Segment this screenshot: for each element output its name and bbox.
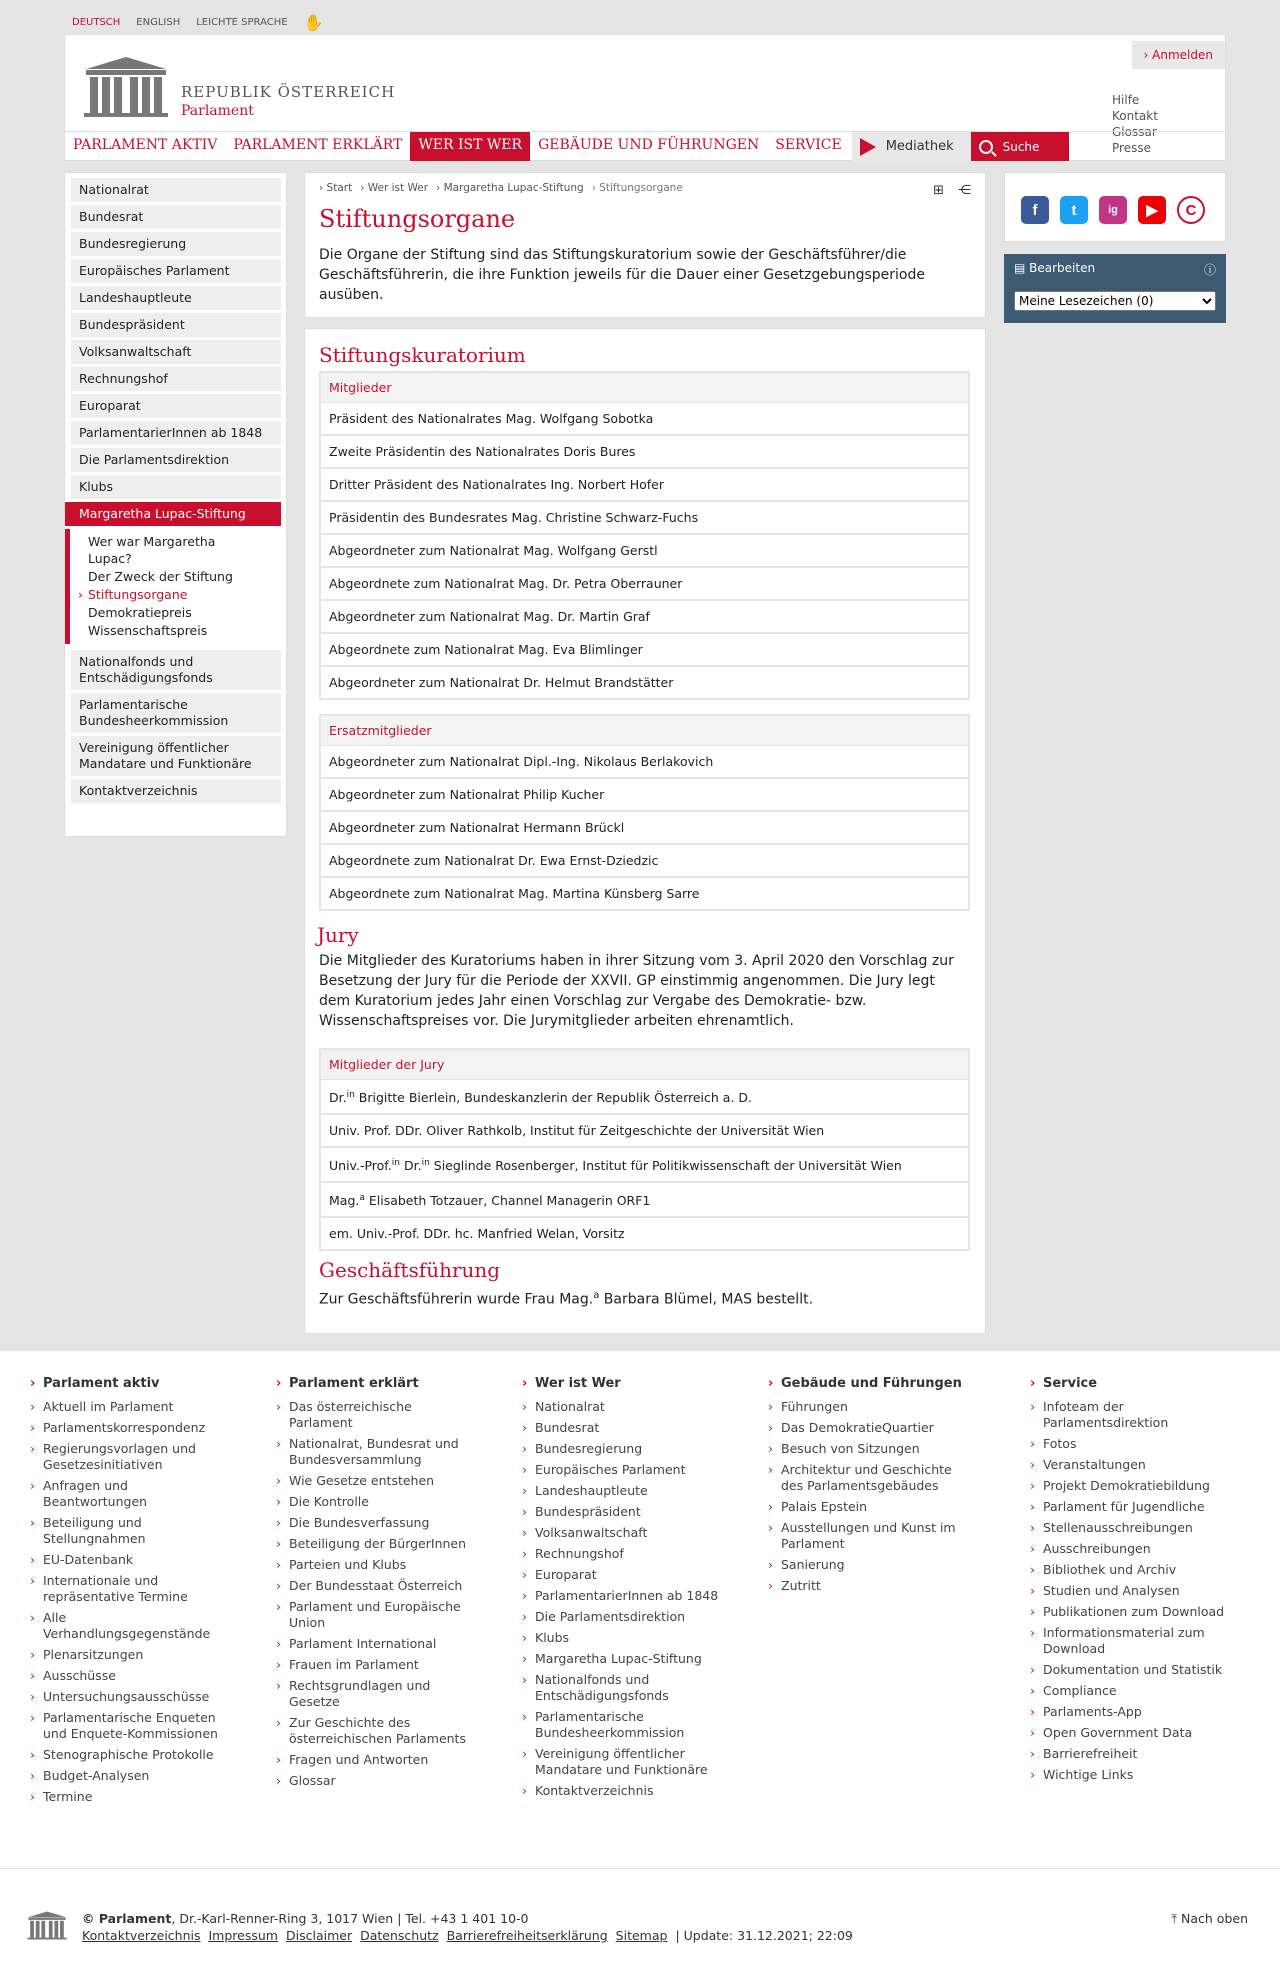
substitute-row: Abgeordnete zum Nationalrat Dr. Ewa Ernst-Dziedzic bbox=[321, 845, 968, 878]
footer-link[interactable]: › Die Kontrolle bbox=[276, 1494, 476, 1510]
footer-link[interactable]: › Ausstellungen und Kunst im Parlament bbox=[768, 1520, 968, 1552]
mediathek-label: Mediathek bbox=[885, 139, 954, 154]
footer-link[interactable]: › Dokumentation und Statistik bbox=[1030, 1662, 1230, 1678]
update-info: | Update: 31.12.2021; 22:09 bbox=[675, 1928, 853, 1943]
nav-wer-ist-wer[interactable]: WER IST WER bbox=[410, 132, 530, 161]
footer-link[interactable]: › Palais Epstein bbox=[768, 1499, 968, 1515]
bookmarks-select[interactable] bbox=[1014, 291, 1216, 311]
press-link[interactable]: Presse bbox=[1112, 141, 1151, 155]
footer-link[interactable]: › Stenographische Protokolle bbox=[30, 1747, 230, 1763]
footer-link-barrierefreiheit[interactable]: Barrierefreiheitserklärung bbox=[446, 1928, 608, 1943]
sign-language-icon[interactable]: ✋ bbox=[303, 13, 324, 32]
search-icon bbox=[979, 140, 993, 154]
left-nav-sub-item[interactable]: Wer war Margaretha Lupac? bbox=[88, 534, 216, 566]
footer-link[interactable]: › Bibliothek und Archiv bbox=[1030, 1562, 1230, 1578]
member-row: Abgeordnete zum Nationalrat Mag. Eva Blimlinger bbox=[321, 634, 968, 667]
footer-link[interactable]: › Open Government Data bbox=[1030, 1725, 1230, 1741]
footer-link[interactable]: › Beteiligung und Stellungnahmen bbox=[30, 1515, 230, 1547]
footer-link[interactable]: › Architektur und Geschichte des Parlamentsgebäudes bbox=[768, 1462, 968, 1494]
footer-link[interactable]: › Termine bbox=[30, 1789, 230, 1805]
main-nav bbox=[65, 131, 1225, 161]
intro-text: Die Organe der Stiftung sind das Stiftungskuratorium sowie der Geschäftsführer/die Geschäftsführerin, die ihre Funktion jeweils für die Dauer einer Gesetzgebungsperiode ausüben. bbox=[319, 247, 925, 303]
page-tools bbox=[933, 183, 971, 198]
footer-link[interactable]: › Führungen bbox=[768, 1399, 968, 1415]
left-nav-item[interactable]: Parlamentarische Bundesheerkommission bbox=[71, 693, 281, 733]
substitute-row: Abgeordneter zum Nationalrat Philip Kucher bbox=[321, 779, 968, 812]
left-nav-sub-item-current[interactable]: › Stiftungsorgane bbox=[88, 586, 286, 603]
footer-link[interactable]: › EU-Datenbank bbox=[30, 1552, 230, 1568]
jury-member-row: Dr.$^{in}$ Brigitte Bierlein, Bundeskanzlerin der Republik Österreich a. D. bbox=[321, 1080, 968, 1115]
footer-link[interactable]: › Das österreichische Parlament bbox=[276, 1399, 476, 1431]
left-nav-item[interactable]: Rechnungshof bbox=[71, 367, 281, 391]
footer-link[interactable]: › Compliance bbox=[1030, 1683, 1230, 1699]
member-row: Präsidentin des Bundesrates Mag. Christine Schwarz-Fuchs bbox=[321, 502, 968, 535]
footer-column-heading[interactable]: › Parlament erklärt bbox=[276, 1376, 476, 1391]
mediathek-button[interactable] bbox=[852, 132, 971, 161]
left-nav-item[interactable]: Bundespräsident bbox=[71, 313, 281, 337]
login-button[interactable]: › Anmelden bbox=[1132, 41, 1225, 69]
footer-link[interactable]: › Alle Verhandlungsgegenstände bbox=[30, 1610, 230, 1642]
facebook-icon[interactable]: f bbox=[1021, 196, 1049, 224]
footer-link[interactable]: › Sanierung bbox=[768, 1557, 968, 1573]
footer-link[interactable]: › Wie Gesetze entstehen bbox=[276, 1473, 476, 1489]
search-label: Suche bbox=[1002, 139, 1040, 154]
footer-column bbox=[276, 1376, 476, 1794]
left-nav-sub-item[interactable]: Der Zweck der Stiftung bbox=[88, 569, 233, 584]
footer-link[interactable]: › Glossar bbox=[276, 1773, 476, 1789]
jury-text: Die Mitglieder des Kuratoriums haben in ihrer Sitzung vom 3. April 2020 den Vorschlag zur Besetzung der Jury für die Periode der XXVII. GP einstimmig angenommen. Die Jury legt dem Kuratorium jedes Jahr einen Vorschlag zur Vergabe des Demokratie- bzw. Wissenschaftspreises vor. Die Jurymitglieder arbeiten ehrenamtlich. bbox=[319, 953, 954, 1029]
footer-link[interactable]: › Fotos bbox=[1030, 1436, 1230, 1452]
footer-link[interactable]: › Europarat bbox=[522, 1567, 722, 1583]
nav-gebaeude[interactable]: GEBÄUDE UND FÜHRUNGEN bbox=[538, 137, 760, 153]
footer-column bbox=[768, 1376, 968, 1599]
jury-title: Jury bbox=[317, 923, 359, 947]
page-title: Stiftungsorgane bbox=[319, 205, 516, 233]
footer-link[interactable]: › ParlamentarierInnen ab 1848 bbox=[522, 1588, 722, 1604]
footer-link[interactable]: › Bundesrat bbox=[522, 1420, 722, 1436]
content-card bbox=[304, 328, 986, 1334]
footer-link[interactable]: › Wichtige Links bbox=[1030, 1767, 1230, 1783]
glossary-link[interactable]: Glossar bbox=[1112, 125, 1157, 139]
footer-link[interactable]: › Ausschreibungen bbox=[1030, 1541, 1230, 1557]
footer-column-heading[interactable]: › Service bbox=[1030, 1376, 1230, 1391]
footer-link[interactable]: › Parlamentarische Bundesheerkommission bbox=[522, 1709, 722, 1741]
footer-link[interactable]: › Vereinigung öffentlicher Mandatare und Funktionäre bbox=[522, 1746, 722, 1778]
footer-link[interactable]: › Parlaments-App bbox=[1030, 1704, 1230, 1720]
share-icon[interactable]: ⋲ bbox=[958, 183, 971, 198]
logo-text bbox=[181, 83, 395, 119]
footer-link[interactable]: › Besuch von Sitzungen bbox=[768, 1441, 968, 1457]
left-nav-item-active[interactable]: Margaretha Lupac-Stiftung bbox=[65, 502, 281, 526]
breadcrumb bbox=[319, 182, 683, 194]
left-nav-item[interactable]: Europarat bbox=[71, 394, 281, 418]
info-icon[interactable]: ⓘ bbox=[1203, 263, 1216, 277]
left-nav-item[interactable]: Vereinigung öffentlicher Mandatare und Funktionäre bbox=[71, 736, 281, 776]
footer-link[interactable]: › Rechtsgrundlagen und Gesetze bbox=[276, 1678, 476, 1710]
footer-link-disclaimer[interactable]: Disclaimer bbox=[285, 1928, 353, 1943]
social-bar bbox=[1004, 172, 1226, 242]
substitute-row: Abgeordnete zum Nationalrat Mag. Martina Künsberg Sarre bbox=[329, 886, 700, 901]
nav-parlament-erklaert[interactable]: PARLAMENT ERKLÄRT bbox=[233, 137, 403, 153]
footer-column bbox=[522, 1376, 722, 1804]
breadcrumb-start[interactable]: › Start bbox=[319, 182, 352, 194]
bearbeiten-title: ▤ Bearbeiten bbox=[1014, 261, 1096, 275]
jury-member-row: Univ.-Prof.$^{in}$ Dr.$^{in}$ Sieglinde Rosenberger, Institut für Politikwissenschaft der Universität Wien bbox=[321, 1148, 968, 1183]
bearbeiten-panel bbox=[1004, 254, 1226, 323]
footer-link[interactable]: › Parlament International bbox=[276, 1636, 476, 1652]
footer-link[interactable]: › Klubs bbox=[522, 1630, 722, 1646]
member-row: Abgeordnete zum Nationalrat Mag. Dr. Petra Oberrauner bbox=[321, 568, 968, 601]
help-link[interactable]: Hilfe bbox=[1112, 93, 1140, 107]
footer-link[interactable]: › Regierungsvorlagen und Gesetzesinitiativen bbox=[30, 1441, 230, 1473]
footer-link[interactable]: › Beteiligung der BürgerInnen bbox=[276, 1536, 476, 1552]
breadcrumb-current: › Stiftungsorgane bbox=[592, 182, 683, 194]
contact-link[interactable]: Kontakt bbox=[1112, 109, 1158, 123]
substitute-row: Abgeordneter zum Nationalrat Dipl.-Ing. Nikolaus Berlakovich bbox=[321, 746, 968, 779]
footer-link[interactable]: › Rechnungshof bbox=[522, 1546, 722, 1562]
nav-service[interactable]: SERVICE bbox=[775, 137, 842, 153]
footer-link[interactable]: › Der Bundesstaat Österreich bbox=[276, 1578, 476, 1594]
member-row: Abgeordneter zum Nationalrat Mag. Dr. Martin Graf bbox=[321, 601, 968, 634]
footer-link[interactable]: › Studien und Analysen bbox=[1030, 1583, 1230, 1599]
demokratiewebstatt-icon[interactable]: C bbox=[1177, 196, 1205, 224]
footer-link[interactable]: › Budget-Analysen bbox=[30, 1768, 230, 1784]
left-nav-item[interactable]: Die Parlamentsdirektion bbox=[71, 448, 281, 472]
footer-link[interactable]: › Parlament für Jugendliche bbox=[1030, 1499, 1230, 1515]
site-header bbox=[64, 34, 1226, 161]
ersatz-head: Ersatzmitglieder bbox=[321, 716, 968, 746]
arrow-up-icon: ⤒ bbox=[1171, 1911, 1178, 1926]
footer-link[interactable]: › Untersuchungsausschüsse bbox=[30, 1689, 230, 1705]
footer-link[interactable]: › Informationsmaterial zum Download bbox=[1030, 1625, 1230, 1657]
left-nav-sub-item[interactable]: Wissenschaftspreis bbox=[88, 623, 208, 638]
nav-parlament-aktiv[interactable]: PARLAMENT AKTIV bbox=[73, 137, 218, 153]
footer-link[interactable]: › Barrierefreiheit bbox=[1030, 1746, 1230, 1762]
footer-link[interactable]: › Bundesregierung bbox=[522, 1441, 722, 1457]
jury-member-row: Mag.$^a$ Elisabeth Totzauer, Channel Managerin ORF1 bbox=[321, 1183, 968, 1218]
member-row: Abgeordneter zum Nationalrat Mag. Wolfgang Gerstl bbox=[321, 535, 968, 568]
footer-link[interactable]: › Stellenausschreibungen bbox=[1030, 1520, 1230, 1536]
footer-link[interactable]: › Zutritt bbox=[768, 1578, 968, 1594]
left-nav-item[interactable]: Bundesrat bbox=[71, 205, 281, 229]
jury-head: Mitglieder der Jury bbox=[321, 1050, 968, 1080]
left-nav-item[interactable]: Kontaktverzeichnis bbox=[71, 779, 281, 803]
footer-column-heading[interactable]: › Parlament aktiv bbox=[30, 1376, 230, 1391]
footer-link[interactable]: › Landeshauptleute bbox=[522, 1483, 722, 1499]
jury-member-row: Univ. Prof. DDr. Oliver Rathkolb, Institut für Zeitgeschichte der Universität Wien bbox=[321, 1115, 968, 1148]
member-row: Zweite Präsidentin des Nationalrates Doris Bures bbox=[321, 436, 968, 469]
copyright: © Parlament, Dr.-Karl-Renner-Ring 3, 1017 Wien | Tel. +43 1 401 10-0 Kontaktverzeichnis Impressum Disclaimer Datenschutz Barrierefreiheitserklärung Sitemap | Update: 31.12.2021; 22:09 bbox=[82, 1911, 853, 1943]
left-nav-item[interactable]: Klubs bbox=[71, 475, 281, 499]
member-row: Präsident des Nationalrates Mag. Wolfgang Sobotka bbox=[321, 403, 968, 436]
footer-link[interactable]: › Das DemokratieQuartier bbox=[768, 1420, 968, 1436]
breadcrumb-wer-ist-wer[interactable]: › Wer ist Wer bbox=[360, 182, 428, 194]
footer-link[interactable]: › Publikationen zum Download bbox=[1030, 1604, 1230, 1620]
logo-line-2: Parlament bbox=[181, 103, 254, 119]
footer-link[interactable]: › Anfragen und Beantwortungen bbox=[30, 1478, 230, 1510]
left-nav-item[interactable]: Nationalfonds und Entschädigungsfonds bbox=[71, 650, 281, 690]
footer-link[interactable]: › Internationale und repräsentative Termine bbox=[30, 1573, 230, 1605]
gf-title: Geschäftsführung bbox=[319, 1258, 501, 1282]
footer-column bbox=[30, 1376, 230, 1810]
back-to-top-link[interactable]: ⤒ Nach oben bbox=[1171, 1911, 1248, 1926]
ersatz-box bbox=[319, 714, 970, 911]
footer-link[interactable]: › Infoteam der Parlamentsdirektion bbox=[1030, 1399, 1230, 1431]
footer-link-datenschutz[interactable]: Datenschutz bbox=[360, 1928, 439, 1943]
login-label: Anmelden bbox=[1152, 48, 1213, 62]
footer-column bbox=[1030, 1376, 1230, 1788]
footer-link[interactable]: › Fragen und Antworten bbox=[276, 1752, 476, 1768]
twitter-icon[interactable]: t bbox=[1060, 196, 1088, 224]
parliament-logo-icon[interactable] bbox=[81, 55, 171, 117]
footer-link[interactable]: › Zur Geschichte des österreichischen Parlaments bbox=[276, 1715, 476, 1747]
footer-link[interactable]: › Margaretha Lupac-Stiftung bbox=[522, 1651, 722, 1667]
logo-line-1: REPUBLIK ÖSTERREICH bbox=[181, 83, 396, 101]
intro-card bbox=[304, 172, 986, 318]
footer-link[interactable]: › Parlamentskorrespondenz bbox=[30, 1420, 230, 1436]
search-button[interactable] bbox=[971, 132, 1070, 161]
play-icon bbox=[860, 138, 876, 156]
footer-link[interactable]: › Projekt Demokratiebildung bbox=[1030, 1478, 1230, 1494]
footer-link[interactable]: › Die Parlamentsdirektion bbox=[522, 1609, 722, 1625]
footer-link[interactable]: › Nationalrat bbox=[522, 1399, 722, 1415]
language-bar bbox=[72, 13, 324, 32]
member-row: Abgeordneter zum Nationalrat Dr. Helmut Brandstätter bbox=[329, 675, 674, 690]
jury-member-row: em. Univ.-Prof. DDr. hc. Manfried Welan, Vorsitz bbox=[329, 1226, 625, 1242]
left-nav-sub bbox=[65, 529, 286, 644]
footer-link[interactable]: › Frauen im Parlament bbox=[276, 1657, 476, 1673]
footer-link[interactable]: › Nationalrat, Bundesrat und Bundesversammlung bbox=[276, 1436, 476, 1468]
footer-logo-icon[interactable] bbox=[26, 1909, 68, 1941]
left-nav-sub-item[interactable]: Demokratiepreis bbox=[88, 605, 192, 620]
substitute-row: Abgeordneter zum Nationalrat Hermann Brückl bbox=[321, 812, 968, 845]
bookmark-add-icon[interactable]: ⊞ bbox=[933, 183, 944, 198]
footer bbox=[0, 1351, 1280, 1868]
footer-link[interactable]: › Ausschüsse bbox=[30, 1668, 230, 1684]
member-row: Dritter Präsident des Nationalrates Ing. Norbert Hofer bbox=[321, 469, 968, 502]
footer-link-sitemap[interactable]: Sitemap bbox=[615, 1928, 668, 1943]
footer-link-kontakt[interactable]: Kontaktverzeichnis bbox=[82, 1928, 201, 1943]
footer-link[interactable]: › Veranstaltungen bbox=[1030, 1457, 1230, 1473]
mitglieder-head: Mitglieder bbox=[321, 373, 968, 403]
left-nav-item[interactable]: ParlamentarierInnen ab 1848 bbox=[71, 421, 281, 445]
footer-link[interactable]: › Kontaktverzeichnis bbox=[522, 1783, 722, 1799]
instagram-icon[interactable]: ig bbox=[1099, 196, 1127, 224]
footer-link[interactable]: › Parlamentarische Enqueten und Enquete-Kommissionen bbox=[30, 1710, 230, 1742]
gf-text: Zur Geschäftsführerin wurde Frau Mag.$^a$ Barbara Blümel, MAS bestellt. bbox=[319, 1290, 814, 1308]
jury-box bbox=[319, 1048, 970, 1251]
footer-column-heading[interactable]: › Wer ist Wer bbox=[522, 1376, 722, 1391]
youtube-icon[interactable]: ▶ bbox=[1138, 196, 1166, 224]
footer-link[interactable]: › Parlament und Europäische Union bbox=[276, 1599, 476, 1631]
left-nav-item[interactable]: Volksanwaltschaft bbox=[71, 340, 281, 364]
footer-link[interactable]: › Die Bundesverfassung bbox=[276, 1515, 476, 1531]
footer-link[interactable]: › Parteien und Klubs bbox=[276, 1557, 476, 1573]
footer-link[interactable]: › Aktuell im Parlament bbox=[30, 1399, 230, 1415]
footer-link[interactable]: › Plenarsitzungen bbox=[30, 1647, 230, 1663]
left-nav-item[interactable]: Europäisches Parlament bbox=[71, 259, 281, 283]
breadcrumb-lupac[interactable]: › Margaretha Lupac-Stiftung bbox=[436, 182, 584, 194]
footer-link-impressum[interactable]: Impressum bbox=[208, 1928, 278, 1943]
footer-link[interactable]: › Nationalfonds und Entschädigungsfonds bbox=[522, 1672, 722, 1704]
left-nav bbox=[64, 172, 287, 837]
left-nav-item[interactable]: Nationalrat bbox=[71, 178, 281, 202]
lang-de-link[interactable]: DEUTSCH bbox=[72, 17, 121, 28]
left-nav-item[interactable]: Bundesregierung bbox=[71, 232, 281, 256]
left-nav-item[interactable]: Landeshauptleute bbox=[71, 286, 281, 310]
footer-link[interactable]: › Bundespräsident bbox=[522, 1504, 722, 1520]
footer-link[interactable]: › Volksanwaltschaft bbox=[522, 1525, 722, 1541]
kuratorium-title: Stiftungskuratorium bbox=[319, 343, 526, 367]
mitglieder-box bbox=[319, 371, 970, 700]
lang-easy-link[interactable]: LEICHTE SPRACHE bbox=[196, 17, 288, 28]
footer-link[interactable]: › Europäisches Parlament bbox=[522, 1462, 722, 1478]
lang-en-link[interactable]: ENGLISH bbox=[136, 17, 181, 28]
footer-column-heading[interactable]: › Gebäude und Führungen bbox=[768, 1376, 968, 1391]
bottom-bar bbox=[0, 1868, 1280, 1963]
